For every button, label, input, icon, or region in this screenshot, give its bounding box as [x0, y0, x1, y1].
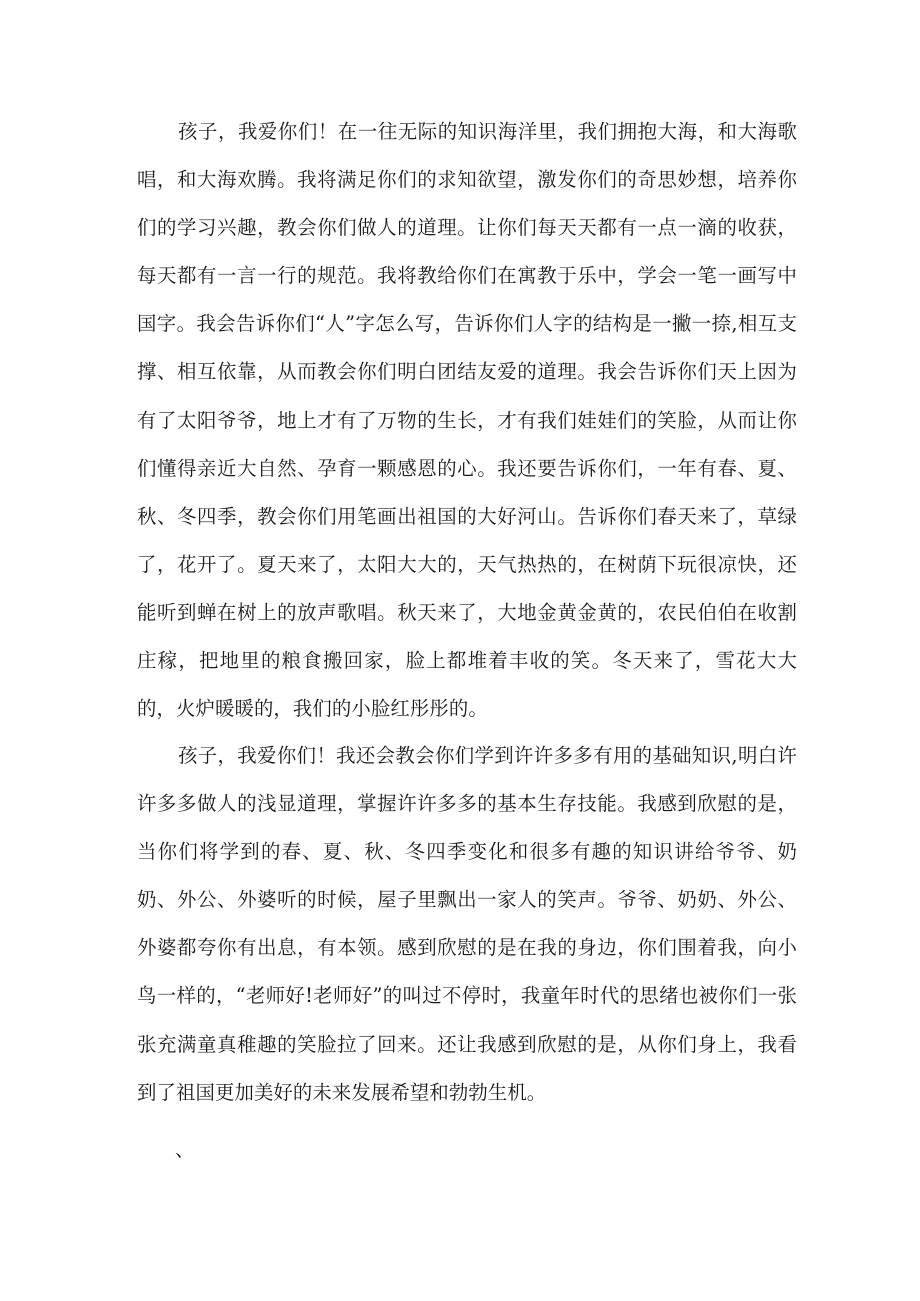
paragraph-1: 孩子，我爱你们！在一往无际的知识海洋里，我们拥抱大海，和大海歌唱，和大海欢腾。我将满足你们的求知欲望，激发你们的奇思妙想，培养你们的学习兴趣，教会你们做人的道理。让你们每天天都有一点一滴的收获，每天都有一言一行的规范。我将教给你们在寓教于乐中，学会一笔一画写中国字。我会告诉你们“人”字怎么写，告诉你们人字的结构是一撇一捺,相互支撑、相互依靠，从而教会你们明白团结友爱的道理。我会告诉你们天上因为有了太阳爷爷，地上才有了万物的生长，才有我们娃娃们的笑脸，从而让你们懂得亲近大自然、孕育一颗感恩的心。我还要告诉你们，一年有春、夏、秋、冬四季，教会你们用笔画出祖国的大好河山。告诉你们春天来了，草绿了，花开了。夏天来了，太阳大大的，天气热热的，在树荫下玩很凉快，还能听到蝉在树上的放声歌唱。秋天来了，大地金黄金黄的，农民伯伯在收割庄稼，把地里的粮食搬回家，脸上都堆着丰收的笑。冬天来了，雪花大大的，火炉暖暖的，我们的小脸红彤彤的。	[137, 120, 797, 721]
body-text-block-1	[137, 108, 797, 733]
trailing-punctuation-mark: 、	[175, 1138, 195, 1161]
body-text-block-2	[137, 732, 797, 1117]
paragraph-2: 孩子，我爱你们！我还会教会你们学到许许多多有用的基础知识,明白许许多多做人的浅显道理，掌握许许多多的基本生存技能。我感到欣慰的是，当你们将学到的春、夏、秋、冬四季变化和很多有趣的知识讲给爷爷、奶奶、外公、外婆听的时候，屋子里飘出一家人的笑声。爷爷、奶奶、外公、外婆都夸你有出息，有本领。感到欣慰的是在我的身边，你们围着我，向小鸟一样的，“老师好!老师好”的叫过不停时，我童年时代的思绪也被你们一张张充满童真稚趣的笑脸拉了回来。还让我感到欣慰的是，从你们身上，我看到了祖国更加美好的未来发展希望和勃勃生机。	[137, 744, 797, 1104]
